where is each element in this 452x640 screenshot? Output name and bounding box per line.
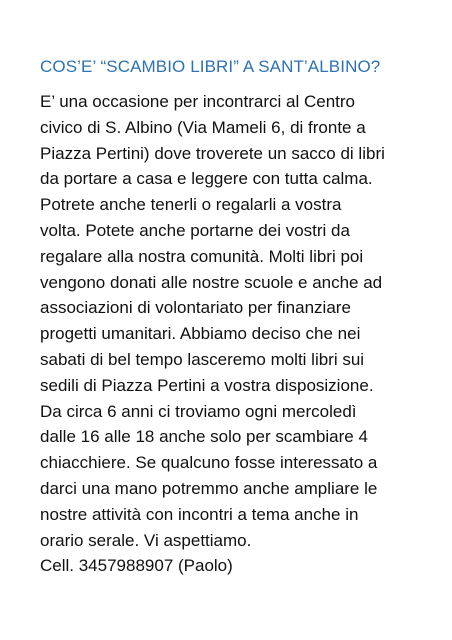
body-line: Da circa 6 anni ci troviamo ogni mercoledì <box>40 401 357 421</box>
body-line: Potrete anche tenerli o regalarli a vostra <box>40 195 342 215</box>
body-line: nostre attività con incontri a tema anche in <box>40 504 359 524</box>
body-line: associazioni di volontariato per finanziare <box>40 298 351 318</box>
contact-line: Cell. 3457988907 (Paolo) <box>40 556 233 576</box>
body-line: E’ una occasione per incontrarci al Centro <box>40 92 355 111</box>
document-body <box>40 89 425 579</box>
body-line: da portare a casa e leggere con tutta calma. <box>40 169 373 189</box>
body-line: chiacchiere. Se qualcuno fosse interessato a <box>40 453 378 473</box>
body-line: civico di S. Albino (Via Mameli 6, di fronte a <box>40 117 366 137</box>
body-line: vengono donati alle nostre scuole e anche ad <box>40 272 383 292</box>
body-line: orario serale. Vi aspettiamo. <box>40 530 252 550</box>
body-line: sedili di Piazza Pertini a vostra disposizione. <box>40 375 374 395</box>
body-line: volta. Potete anche portarne dei vostri da <box>40 220 350 240</box>
body-line: progetti umanitari. Abbiamo deciso che nei <box>40 324 361 344</box>
body-line: sabati di bel tempo lasceremo molti libri sui <box>40 349 365 369</box>
document-heading: COS’E’ “SCAMBIO LIBRI” A SANT’ALBINO? <box>40 57 381 76</box>
body-line: regalare alla nostra comunità. Molti libri poi <box>40 246 364 266</box>
body-line: darci una mano potremmo anche ampliare le <box>40 478 378 498</box>
body-line: dalle 16 alle 18 anche solo per scambiare 4 <box>40 427 368 447</box>
body-line: Piazza Pertini) dove troverete un sacco di libri <box>40 143 385 163</box>
